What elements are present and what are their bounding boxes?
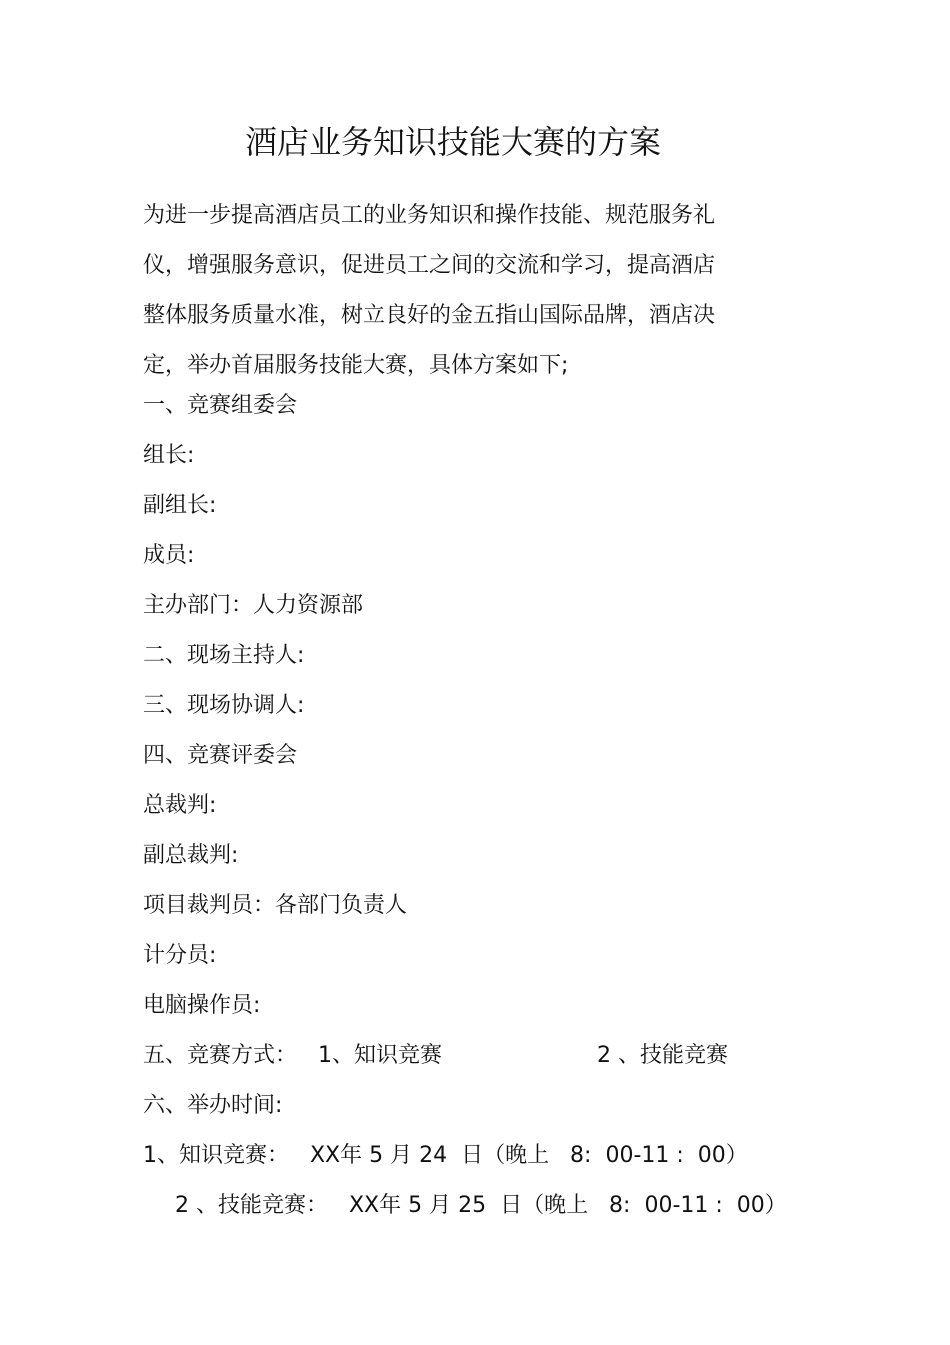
section6-heading: 六、举办时间: (143, 1093, 283, 1118)
scorekeeper-label: 计分员: (143, 943, 217, 968)
intro-line: 为进一步提高酒店员工的业务知识和操作技能、规范服务礼 (143, 203, 716, 228)
section4-heading: 四、竞赛评委会 (143, 743, 298, 768)
leader-label: 组长: (143, 443, 195, 468)
members-label: 成员: (143, 543, 195, 568)
intro-paragraph (143, 191, 743, 391)
section1-heading: 一、竞赛组委会 (143, 393, 298, 418)
vice-chief-judge-label: 副总裁判: (143, 843, 239, 868)
document-title: 酒店业务知识技能大赛的方案 (244, 123, 661, 161)
item-judges-line: 项目裁判员：各部门负责人 (143, 893, 408, 918)
intro-line: 定，举办首届服务技能大赛，具体方案如下; (143, 353, 569, 378)
section3-heading: 三、现场协调人: (143, 693, 305, 718)
chief-judge-label: 总裁判: (143, 793, 217, 818)
intro-line: 整体服务质量水准，树立良好的金五指山国际品牌，酒店决 (143, 303, 716, 328)
section2-heading: 二、现场主持人: (143, 643, 305, 668)
section5-item2: 2 、技能竞赛 (597, 1043, 728, 1068)
vice-leader-label: 副组长: (143, 493, 217, 518)
time-line-2: 2 、技能竞赛： XX年 5 月 25 日（晚上 8: 00-11 : 00） (175, 1193, 787, 1218)
computer-operator-label: 电脑操作员: (143, 993, 261, 1018)
time-line-1: 1、知识竞赛： XX年 5 月 24 日（晚上 8: 00-11 : 00） (143, 1143, 748, 1168)
intro-line: 仪，增强服务意识，促进员工之间的交流和学习，提高酒店 (143, 253, 716, 278)
section5-line: 五、竞赛方式： 1、知识竞赛 (143, 1043, 442, 1068)
organizer-line: 主办部门：人力资源部 (143, 593, 364, 618)
